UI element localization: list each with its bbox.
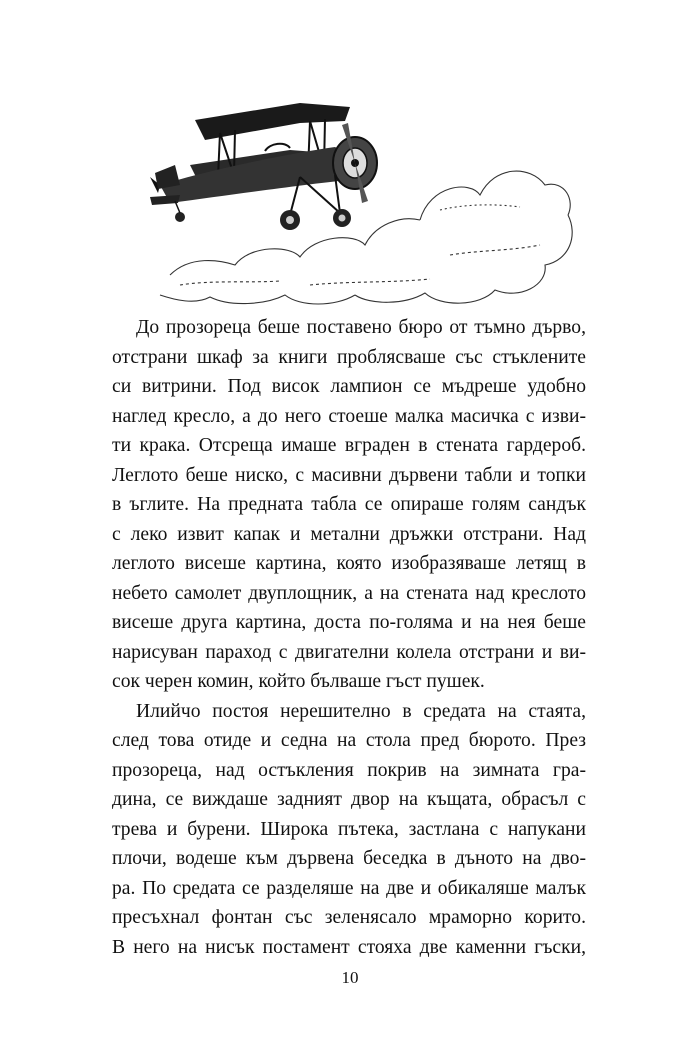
text-line: прозореца, над остъкления покрив на зимната гра- xyxy=(112,759,586,781)
text-line: Леглото беше ниско, с масивни дървени табли и топки xyxy=(112,464,586,486)
text-line: в ъглите. На предната табла се опираше голям сандък xyxy=(112,494,586,515)
text-line: небето самолет двуплощник, а на стената над креслото xyxy=(112,582,586,604)
text-line: отстрани шкаф за книги проблясваше със стъклените xyxy=(112,346,586,368)
text-line: дина, се виждаше задният двор на къщата, обрасъл с xyxy=(112,789,586,810)
text-line: трева и бурени. Широка пътека, застлана с напукани xyxy=(112,818,586,840)
text-line: сок черен комин, който бълваше гъст пушек. xyxy=(112,671,485,692)
text-line: нарисуван параход с двигателни колела отстрани и ви- xyxy=(112,641,586,663)
text-line: наглед кресло, а до него стоеше малка масичка с изви- xyxy=(112,405,586,427)
paragraph-1 xyxy=(112,313,586,697)
biplane-illustration xyxy=(150,85,580,310)
text-line: с леко извит капак и метални дръжки отстрани. Над xyxy=(112,523,586,545)
text-line: леглото висеше картина, която изобразяваше летящ в xyxy=(112,553,586,574)
text-line: плочи, водеше към дървена беседка в дъното на дво- xyxy=(112,848,586,869)
text-line: В него на нисък постамент стояха две каменни гъски, xyxy=(112,936,586,958)
text-line: пресъхнал фонтан със зеленясало мраморно корито. xyxy=(112,907,586,928)
text-line: висеше друга картина, доста по-голяма и на нея беше xyxy=(112,612,586,633)
paragraph-2 xyxy=(112,697,586,963)
page-number: 10 xyxy=(341,968,359,987)
text-line: си витрини. Под висок лампион се мъдреше удобно xyxy=(112,376,586,397)
biplane xyxy=(150,103,377,230)
text-line: след това отиде и седна на стола пред бюрото. През xyxy=(112,730,586,751)
body-text xyxy=(112,313,586,962)
text-line: До прозореца беше поставено бюро от тъмно дърво, xyxy=(136,317,586,338)
text-line: ти крака. Отсреща имаше вграден в стената гардероб. xyxy=(112,435,586,456)
text-line: Илийчо постоя нерешително в средата на стаята, xyxy=(136,700,586,722)
text-line: ра. По средата се разделяше на две и обикаляше малък xyxy=(112,877,586,899)
